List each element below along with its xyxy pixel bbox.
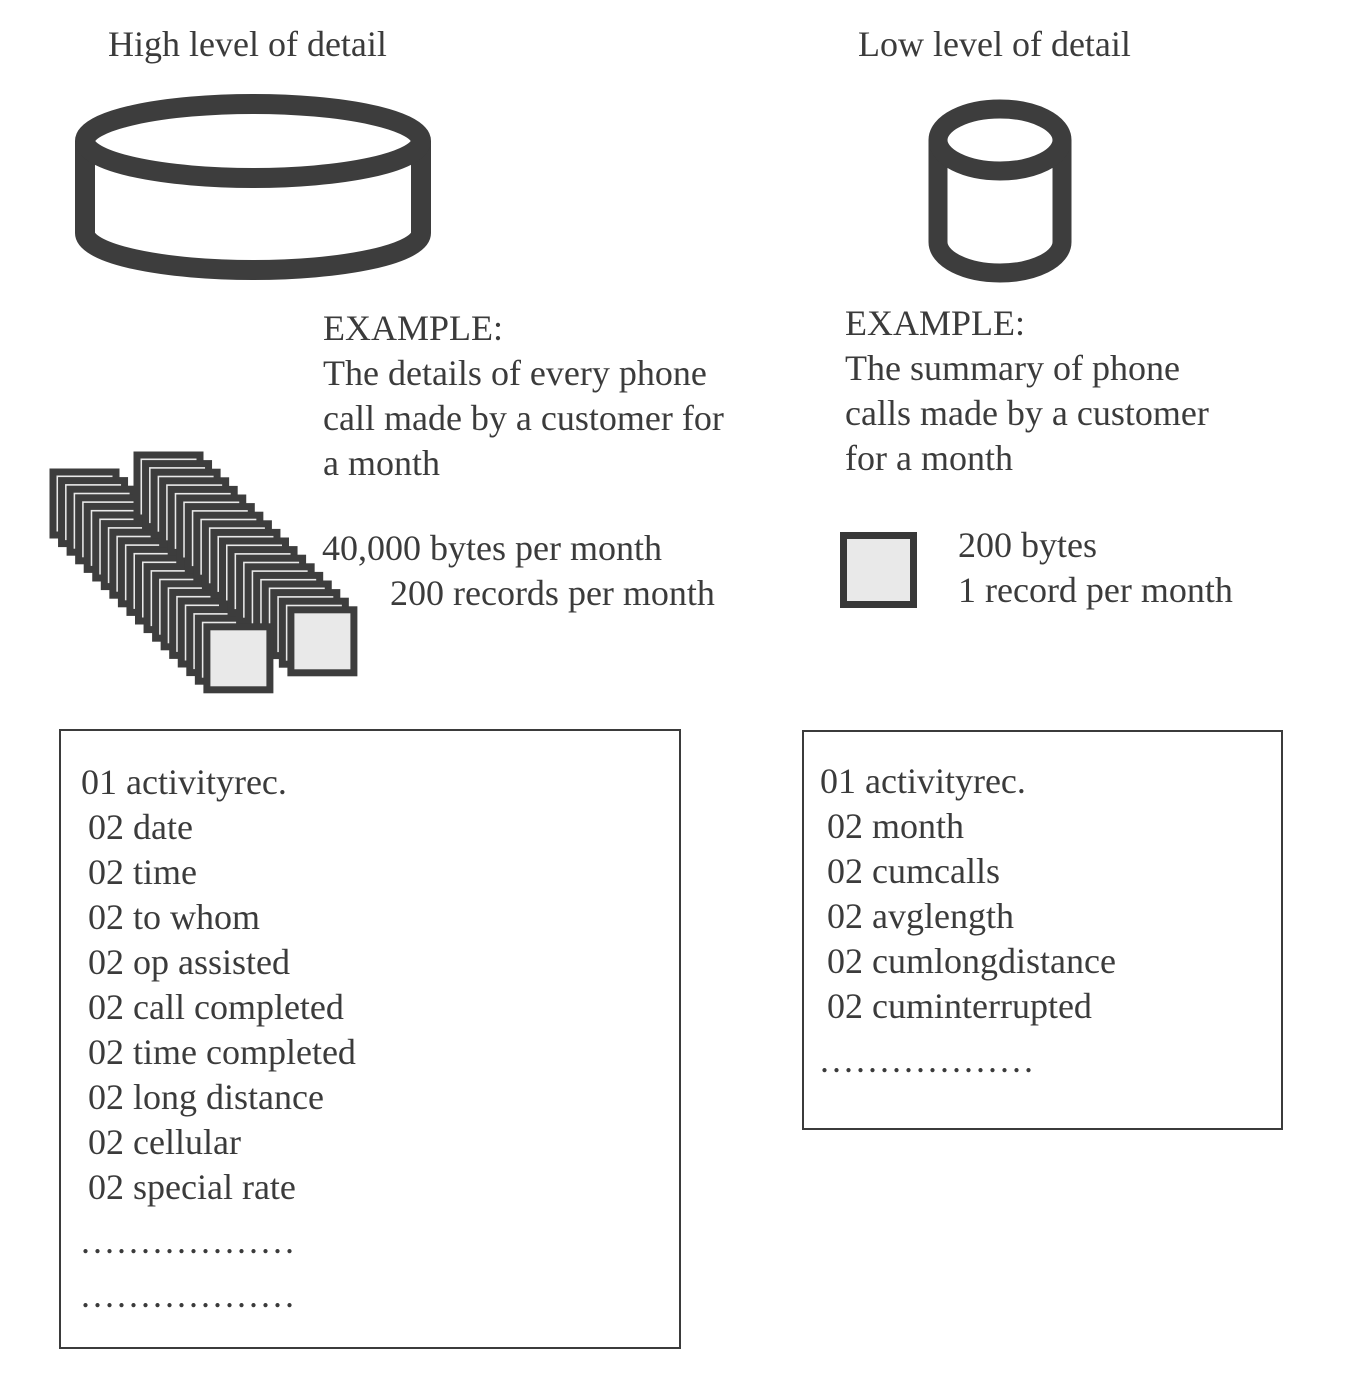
ellipsis-line: .................. xyxy=(81,1275,297,1315)
database-cylinder-large-icon xyxy=(68,93,438,288)
low-level-volume-text xyxy=(958,523,1233,613)
example-line: for a month xyxy=(845,438,1013,478)
record-line: 02 cumlongdistance xyxy=(827,941,1116,981)
low-level-record-layout-box xyxy=(802,730,1283,1130)
example-line: The details of every phone xyxy=(323,353,707,393)
record-stack-icon xyxy=(45,445,365,695)
record-line: 02 avglength xyxy=(827,896,1014,936)
record-line: 02 to whom xyxy=(88,897,261,937)
record-line: 01 activityrec. xyxy=(820,761,1026,801)
record-line: 02 cumcalls xyxy=(827,851,1000,891)
high-level-example-text xyxy=(323,306,724,486)
volume-line: 40,000 bytes per month xyxy=(322,528,662,568)
record-line: 01 activityrec. xyxy=(81,762,287,802)
high-level-title: High level of detail xyxy=(108,24,387,64)
record-line: 02 long distance xyxy=(88,1077,324,1117)
example-line: a month xyxy=(323,443,440,483)
ellipsis-line: .................. xyxy=(81,1221,297,1261)
high-level-volume-text xyxy=(322,526,715,616)
volume-line: 200 bytes xyxy=(958,525,1097,565)
example-heading: EXAMPLE: xyxy=(323,308,503,348)
example-line: calls made by a customer xyxy=(845,393,1209,433)
record-line: 02 cuminterrupted xyxy=(827,986,1092,1026)
volume-line: 200 records per month xyxy=(390,573,715,613)
high-level-record-layout-box xyxy=(59,729,681,1349)
example-heading: EXAMPLE: xyxy=(845,303,1025,343)
record-line: 02 time xyxy=(88,852,197,892)
record-line: 02 call completed xyxy=(88,987,344,1027)
record-line: 02 time completed xyxy=(88,1032,356,1072)
database-cylinder-small-icon xyxy=(923,92,1078,292)
example-line: The summary of phone xyxy=(845,348,1180,388)
record-line: 02 month xyxy=(827,806,965,846)
low-level-example-text xyxy=(845,301,1209,481)
volume-line: 1 record per month xyxy=(958,570,1233,610)
record-line: 02 cellular xyxy=(88,1122,241,1162)
record-square-icon xyxy=(840,532,917,608)
record-line: 02 op assisted xyxy=(88,942,290,982)
record-line: 02 date xyxy=(88,807,193,847)
low-level-title: Low level of detail xyxy=(858,24,1131,64)
record-line: 02 special rate xyxy=(88,1167,296,1207)
example-line: call made by a customer for xyxy=(323,398,724,438)
ellipsis-line: .................. xyxy=(820,1040,1036,1080)
